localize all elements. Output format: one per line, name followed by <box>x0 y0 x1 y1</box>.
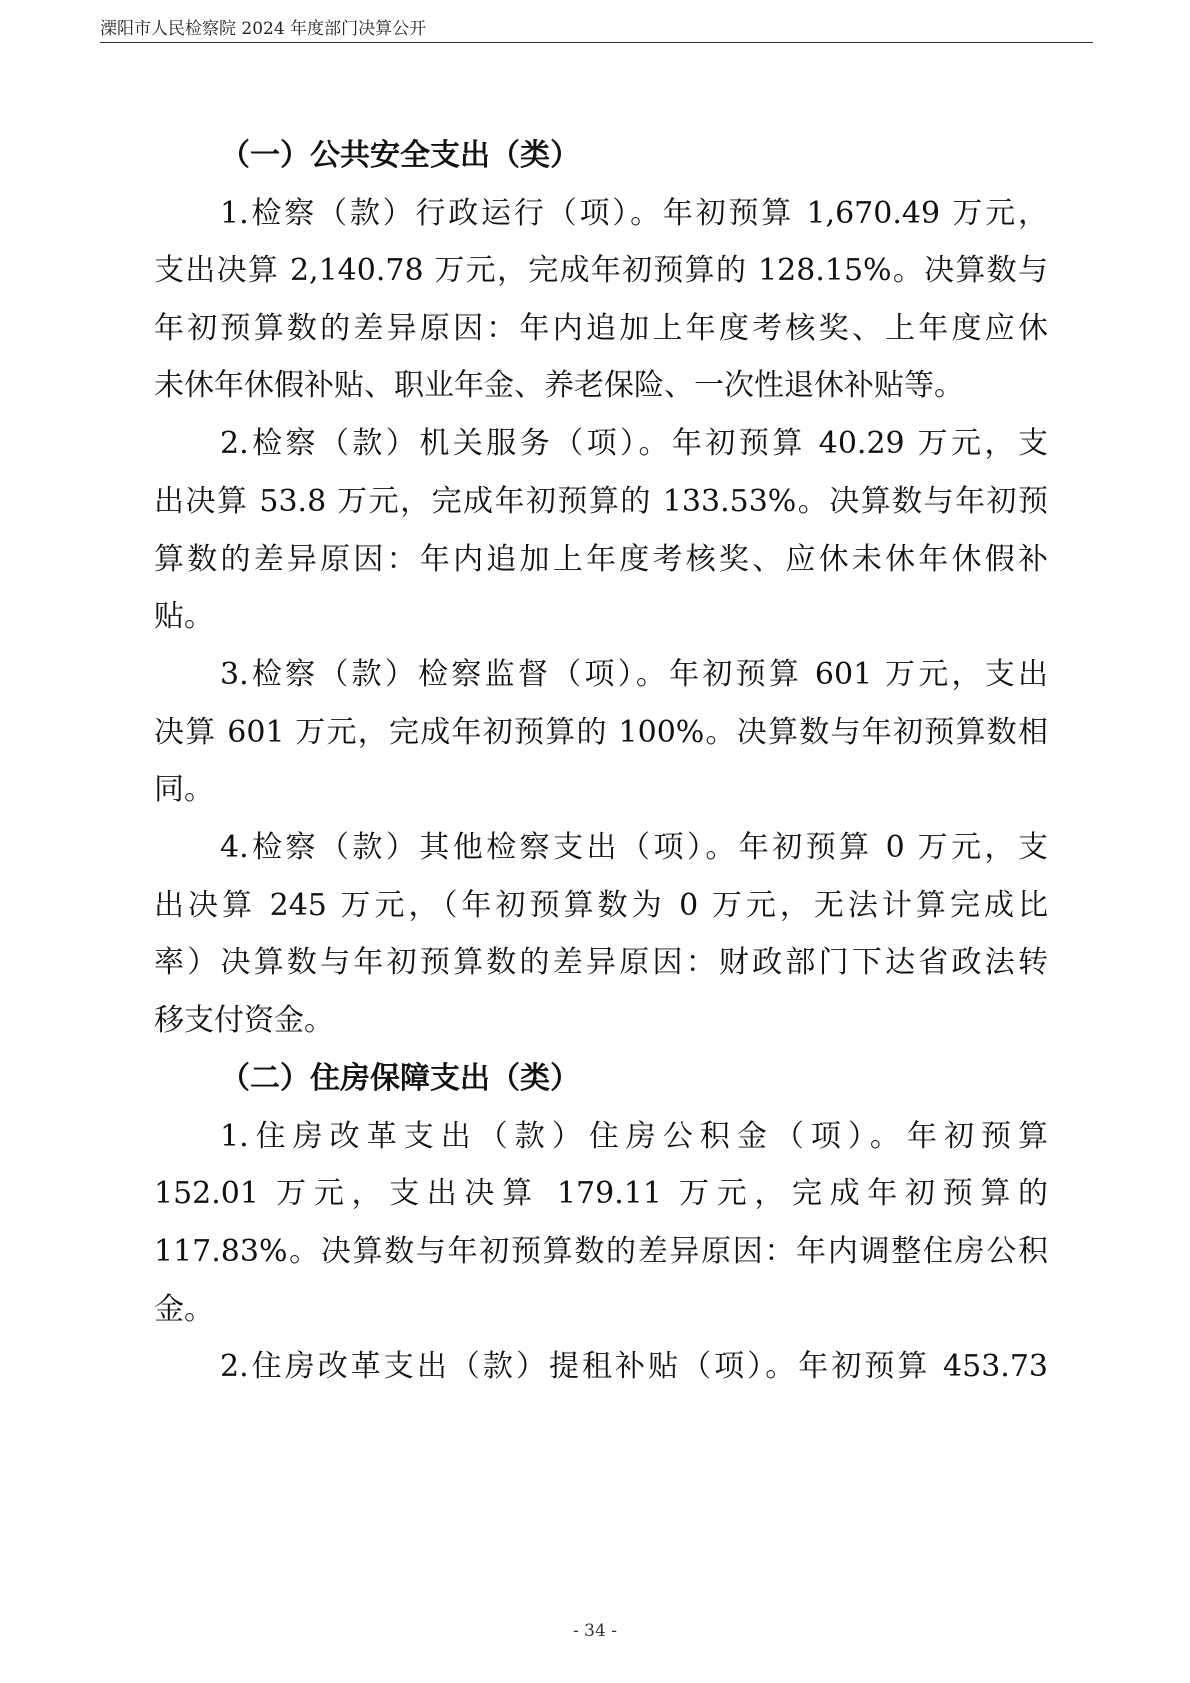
paragraph-line: 移支付资金。 <box>154 1003 334 1038</box>
paragraph-line: 1.检察（款）行政运行（项）。年初预算 1,670.49 万元， <box>220 196 1048 231</box>
paragraph-line: 未休年休假补贴、职业年金、养老保险、一次性退休补贴等。 <box>154 368 964 403</box>
paragraph-line: 算数的差异原因：年内追加上年度考核奖、应休未休年休假补 <box>154 542 1048 577</box>
header-divider <box>100 42 1093 43</box>
paragraph-line: 率）决算数与年初预算数的差异原因：财政部门下达省政法转 <box>154 945 1048 980</box>
paragraph-line: 出决算 53.8 万元，完成年初预算的 133.53%。决算数与年初预 <box>154 484 1048 519</box>
paragraph-line: 贴。 <box>154 599 214 634</box>
paragraph-line: 152.01 万元，支出决算 179.11 万元，完成年初预算的 <box>154 1176 1048 1211</box>
paragraph-line: 4.检察（款）其他检察支出（项）。年初预算 0 万元，支 <box>220 830 1048 865</box>
paragraph-line: 出决算 245 万元，（年初预算数为 0 万元，无法计算完成比 <box>154 888 1048 923</box>
paragraph-line: 年初预算数的差异原因：年内追加上年度考核奖、上年度应休 <box>154 311 1048 346</box>
paragraph-line: 支出决算 2,140.78 万元，完成年初预算的 128.15%。决算数与 <box>154 253 1048 288</box>
paragraph-line: 117.83%。决算数与年初预算数的差异原因：年内调整住房公积 <box>154 1234 1048 1269</box>
paragraph-line: 3.检察（款）检察监督（项）。年初预算 601 万元，支出 <box>220 657 1048 692</box>
paragraph-line: 同。 <box>154 772 214 807</box>
section-heading-public-security: （一）公共安全支出（类） <box>220 138 580 173</box>
section-heading-housing: （二）住房保障支出（类） <box>220 1061 580 1096</box>
paragraph-line: 2.检察（款）机关服务（项）。年初预算 40.29 万元，支 <box>220 426 1048 461</box>
paragraph-line: 决算 601 万元，完成年初预算的 100%。决算数与年初预算数相 <box>154 715 1048 750</box>
running-header: 溧阳市人民检察院 2024 年度部门决算公开 <box>100 19 427 39</box>
page-number: - 34 - <box>573 1621 617 1641</box>
paragraph-line: 1.住房改革支出（款）住房公积金（项）。年初预算 <box>220 1119 1048 1154</box>
paragraph-line: 2.住房改革支出（款）提租补贴（项）。年初预算 453.73 <box>220 1349 1048 1384</box>
paragraph-line: 金。 <box>154 1292 214 1327</box>
